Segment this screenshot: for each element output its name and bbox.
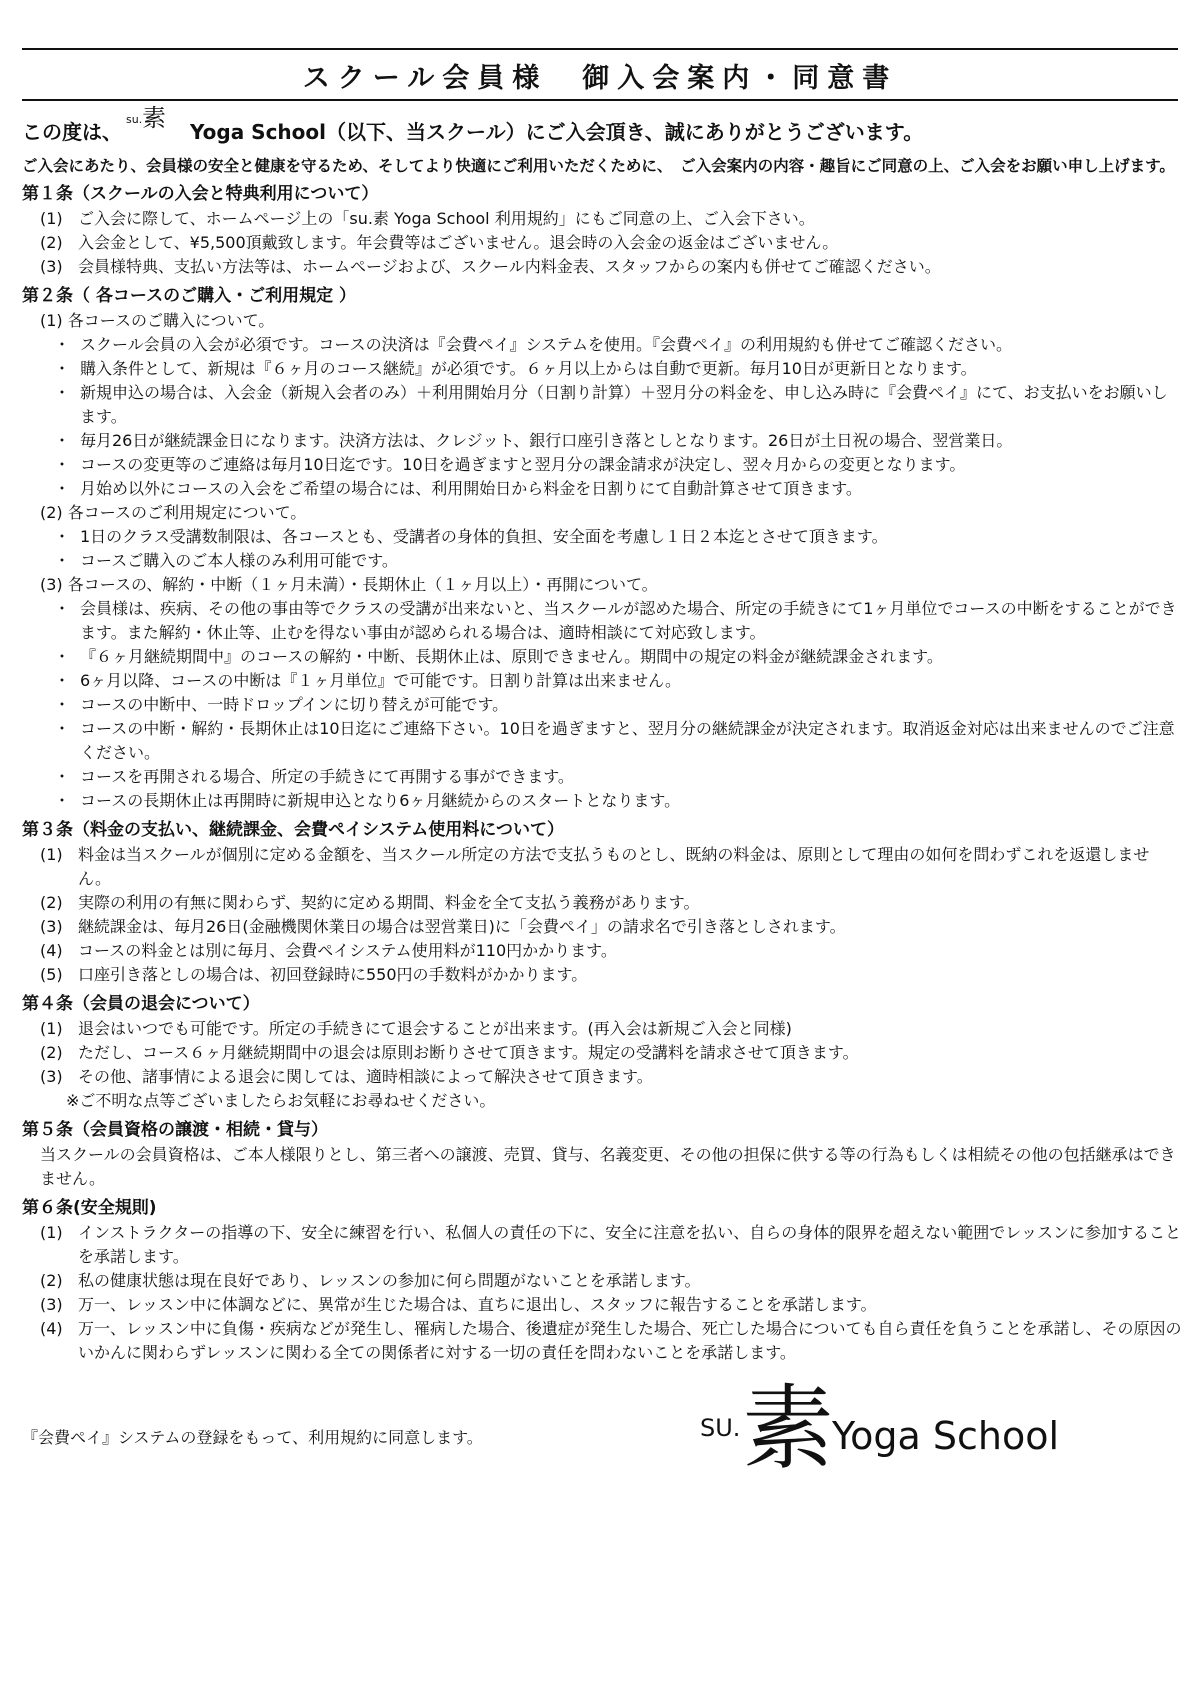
article6-list bbox=[22, 1221, 1182, 1365]
item-text: その他、諸事情による退会に関しては、適時相談によって解決させて頂きます。 bbox=[78, 1067, 653, 1086]
logo-kanji: 素 bbox=[742, 1375, 835, 1482]
item-text: 入会金として、¥5,500頂戴致します。年会費等はございません。退会時の入会金の返金はございません。 bbox=[78, 233, 839, 252]
article4-list bbox=[22, 1017, 1182, 1089]
bullet-mark: ・ bbox=[53, 455, 70, 474]
bullet-text: 6ヶ月以降、コースの中断は『１ヶ月単位』で可能です。日割り計算は出来ません。 bbox=[80, 671, 682, 690]
bullet-mark: ・ bbox=[53, 431, 70, 450]
item-text: 料金は当スクールが個別に定める金額を、当スクール所定の方法で支払うものとし、既納の料金は、原則として理由の如何を問わずこれを返還しません。 bbox=[78, 845, 1150, 888]
bullet-item bbox=[22, 549, 1182, 573]
article2-heading: 第２条（ 各コースのご購入・ご利用規定 ） bbox=[22, 286, 356, 306]
article4-note: ※ご不明な点等ございましたらお気軽にお尋ねせください。 bbox=[66, 1091, 496, 1110]
numbered-item bbox=[22, 1041, 1182, 1065]
top-rule bbox=[22, 48, 1178, 50]
item-text: 退会はいつでも可能です。所定の手続きにて退会することが出来ます。(再入会は新規ご入会と同様) bbox=[78, 1019, 792, 1038]
article2-sub1-list bbox=[22, 333, 1182, 501]
numbered-item bbox=[22, 843, 1182, 891]
bullet-text: コースの中断中、一時ドロップインに切り替えが可能です。 bbox=[80, 695, 509, 714]
bullet-item bbox=[22, 693, 1182, 717]
bullet-item bbox=[22, 597, 1182, 645]
bullet-text: 1日のクラス受講数制限は、各コースとも、受講者の身体的負担、安全面を考慮し１日２本迄とさせて頂きます。 bbox=[80, 527, 888, 546]
item-number: (1) bbox=[40, 845, 63, 864]
bullet-text: 会員様は、疾病、その他の事由等でクラスの受講が出来ないと、当スクールが認めた場合、所定の手続きにて1ヶ月単位でコースの中断をすることができます。また解約・休止等、止むを得ない事由が認められる場合は、適時相談にて対応致します。 bbox=[80, 599, 1177, 642]
bullet-mark: ・ bbox=[53, 719, 70, 738]
bullet-mark: ・ bbox=[53, 599, 70, 618]
bullet-mark: ・ bbox=[53, 335, 70, 354]
bullet-mark: ・ bbox=[53, 383, 70, 402]
numbered-item bbox=[22, 231, 1182, 255]
bullet-mark: ・ bbox=[53, 479, 70, 498]
bullet-text: コースの長期休止は再開時に新規申込となり6ヶ月継続からのスタートとなります。 bbox=[80, 791, 681, 810]
greeting-line bbox=[22, 104, 1182, 149]
numbered-item bbox=[22, 1293, 1182, 1317]
numbered-item bbox=[22, 1269, 1182, 1293]
numbered-item bbox=[22, 1317, 1182, 1365]
article2-sub3-list bbox=[22, 597, 1182, 813]
item-text: コースの料金とは別に毎月、会費ペイシステム使用料が110円かかります。 bbox=[78, 941, 617, 960]
article5-heading: 第５条（会員資格の譲渡・相続・貸与） bbox=[22, 1120, 328, 1140]
item-text: インストラクターの指導の下、安全に練習を行い、私個人の責任の下に、安全に注意を払い、自らの身体的限界を超えない範囲でレッスンに参加することを承諾します。 bbox=[78, 1223, 1182, 1266]
bullet-item bbox=[22, 453, 1182, 477]
intro-paragraph: ご入会にあたり、会員様の安全と健康を守るため、そしてより快適にご利用いただくために、 ご入会案内の内容・趣旨にご同意の上、ご入会をお願い申し上げます。 bbox=[22, 157, 1175, 175]
item-number: (2) bbox=[40, 893, 63, 912]
item-text: ただし、コース６ヶ月継続期間中の退会は原則お断りさせて頂きます。規定の受講料を請求させて頂きます。 bbox=[78, 1043, 859, 1062]
bullet-text: 『６ヶ月継続期間中』のコースの解約・中断、長期休止は、原則できません。期間中の規定の料金が継続課金されます。 bbox=[80, 647, 943, 666]
item-text: ご入会に際して、ホームページ上の「su.素 Yoga School 利用規約」にもご同意の上、ご入会下さい。 bbox=[78, 209, 815, 228]
numbered-item bbox=[22, 963, 1182, 987]
logo-su: SU. bbox=[700, 1414, 741, 1442]
item-text: 実際の利用の有無に関わらず、契約に定める期間、料金を全て支払う義務があります。 bbox=[78, 893, 700, 912]
bullet-item bbox=[22, 765, 1182, 789]
article1-list bbox=[22, 207, 1182, 279]
item-number: (4) bbox=[40, 1319, 63, 1338]
greeting-after: Yoga School（以下、当スクール）にご入会頂き、誠にありがとうございます。 bbox=[190, 120, 924, 144]
bullet-mark: ・ bbox=[53, 527, 70, 546]
item-text: 万一、レッスン中に負傷・疾病などが発生し、罹病した場合、後遺症が発生した場合、死亡した場合についても自ら責任を負うことを承諾し、その原因のいかんに関わらずレッスンに関わる全ての関係者に対する一切の責任を問わないことを承諾します。 bbox=[78, 1319, 1182, 1362]
bullet-item bbox=[22, 429, 1182, 453]
bullet-item bbox=[22, 645, 1182, 669]
item-number: (1) bbox=[40, 1223, 63, 1242]
numbered-item bbox=[22, 207, 1182, 231]
greeting-before: この度は、 bbox=[22, 120, 122, 144]
item-number: (1) bbox=[40, 1019, 63, 1038]
bullet-item bbox=[22, 525, 1182, 549]
item-text: 万一、レッスン中に体調などに、異常が生じた場合は、直ちに退出し、スタッフに報告することを承諾します。 bbox=[78, 1295, 877, 1314]
bullet-item bbox=[22, 357, 1182, 381]
bullet-text: コースご購入のご本人様のみ利用可能です。 bbox=[80, 551, 398, 570]
item-text: 会員様特典、支払い方法等は、ホームページおよび、スクール内料金表、スタッフからの案内も併せてご確認ください。 bbox=[78, 257, 941, 276]
bullet-mark: ・ bbox=[53, 359, 70, 378]
article1-heading: 第１条（スクールの入会と特典利用について） bbox=[22, 184, 379, 204]
item-number: (1) bbox=[40, 209, 63, 228]
item-number: (4) bbox=[40, 941, 63, 960]
bullet-text: コースを再開される場合、所定の手続きにて再開する事ができます。 bbox=[80, 767, 574, 786]
article3-heading: 第３条（料金の支払い、継続課金、会費ペイシステム使用料について） bbox=[22, 820, 564, 840]
numbered-item bbox=[22, 1065, 1182, 1089]
bullet-item bbox=[22, 789, 1182, 813]
numbered-item bbox=[22, 1017, 1182, 1041]
bullet-item bbox=[22, 333, 1182, 357]
bullet-mark: ・ bbox=[53, 647, 70, 666]
item-number: (2) bbox=[40, 1043, 63, 1062]
title-underline bbox=[22, 99, 1178, 101]
bullet-text: 毎月26日が継続課金日になります。決済方法は、クレジット、銀行口座引き落としとなります。26日が土日祝の場合、翌営業日。 bbox=[80, 431, 1013, 450]
numbered-item bbox=[22, 891, 1182, 915]
inline-logo-su: su. bbox=[126, 113, 143, 126]
school-logo bbox=[700, 1375, 1060, 1490]
article4-heading: 第４条（会員の退会について） bbox=[22, 994, 260, 1014]
numbered-item bbox=[22, 255, 1182, 279]
item-number: (2) bbox=[40, 233, 63, 252]
bullet-mark: ・ bbox=[53, 695, 70, 714]
item-number: (3) bbox=[40, 257, 63, 276]
article2-sub1-heading: (1) 各コースのご購入について。 bbox=[40, 311, 275, 330]
item-text: 口座引き落としの場合は、初回登録時に550円の手数料がかかります。 bbox=[78, 965, 588, 984]
article3-list bbox=[22, 843, 1182, 987]
item-text: 私の健康状態は現在良好であり、レッスンの参加に何ら問題がないことを承諾します。 bbox=[78, 1271, 701, 1290]
numbered-item bbox=[22, 939, 1182, 963]
bullet-mark: ・ bbox=[53, 551, 70, 570]
bullet-text: コースの変更等のご連絡は毎月10日迄です。10日を過ぎますと翌月分の課金請求が決定し、翌々月からの変更となります。 bbox=[80, 455, 966, 474]
bullet-item bbox=[22, 477, 1182, 501]
bullet-text: 新規申込の場合は、入会金（新規入会者のみ）＋利用開始月分（日割り計算）＋翌月分の料金を、申し込み時に『会費ペイ』にて、お支払いをお願いします。 bbox=[80, 383, 1168, 426]
item-number: (5) bbox=[40, 965, 63, 984]
article6-heading: 第６条(安全規則) bbox=[22, 1198, 157, 1218]
document-body bbox=[22, 104, 1182, 1365]
bullet-item bbox=[22, 381, 1182, 429]
item-text: 継続課金は、毎月26日(金融機関休業日の場合は翌営業日)に「会費ペイ」の請求名で引き落としされます。 bbox=[78, 917, 846, 936]
item-number: (2) bbox=[40, 1271, 63, 1290]
article2-sub2-list bbox=[22, 525, 1182, 573]
item-number: (3) bbox=[40, 917, 63, 936]
item-number: (3) bbox=[40, 1295, 63, 1314]
bullet-mark: ・ bbox=[53, 767, 70, 786]
numbered-item bbox=[22, 1221, 1182, 1269]
item-number: (3) bbox=[40, 1067, 63, 1086]
bullet-text: 月始め以外にコースの入会をご希望の場合には、利用開始日から料金を日割りにて自動計算させて頂きます。 bbox=[80, 479, 862, 498]
footer-consent-text: 『会費ペイ』システムの登録をもって、利用規約に同意します。 bbox=[22, 1428, 483, 1447]
bullet-text: スクール会員の入会が必須です。コースの決済は『会費ペイ』システムを使用。『会費ペイ』の利用規約も併せてご確認ください。 bbox=[80, 335, 1013, 354]
bullet-mark: ・ bbox=[53, 671, 70, 690]
inline-logo bbox=[126, 104, 188, 147]
numbered-item bbox=[22, 915, 1182, 939]
bullet-mark: ・ bbox=[53, 791, 70, 810]
bullet-item bbox=[22, 717, 1182, 765]
inline-logo-kanji: 素 bbox=[142, 104, 166, 132]
article5-text: 当スクールの会員資格は、ご本人様限りとし、第三者への譲渡、売買、貸与、名義変更、その他の担保に供する等の行為もしくは相続その他の包括継承はできません。 bbox=[40, 1145, 1176, 1188]
bullet-item bbox=[22, 669, 1182, 693]
article2-sub3-heading: (3) 各コースの、解約・中断（１ヶ月未満）・長期休止（１ヶ月以上）・再開について。 bbox=[40, 575, 658, 594]
bullet-text: 購入条件として、新規は『６ヶ月のコース継続』が必須です。６ヶ月以上からは自動で更新。毎月10日が更新日となります。 bbox=[80, 359, 977, 378]
logo-name: Yoga School bbox=[832, 1414, 1060, 1458]
bullet-text: コースの中断・解約・長期休止は10日迄にご連絡下さい。10日を過ぎますと、翌月分の継続課金が決定されます。取消返金対応は出来ませんのでご注意ください。 bbox=[80, 719, 1175, 762]
article2-sub2-heading: (2) 各コースのご利用規定について。 bbox=[40, 503, 307, 522]
document-title: スクール会員様 御入会案内・同意書 bbox=[302, 63, 898, 94]
